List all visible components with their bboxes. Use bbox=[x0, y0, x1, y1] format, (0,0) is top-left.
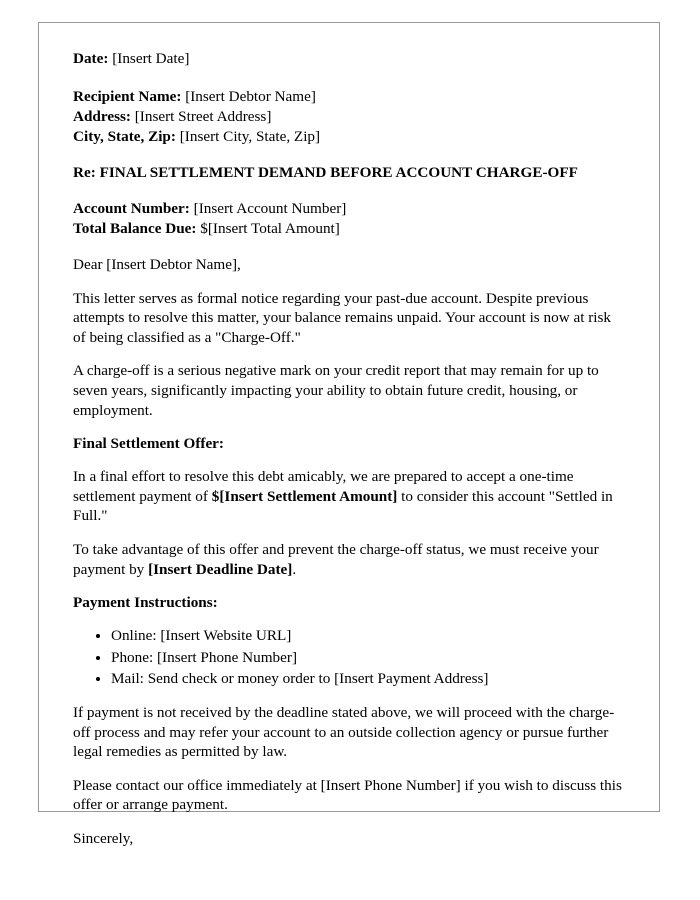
settlement-amount: $[Insert Settlement Amount] bbox=[211, 487, 398, 505]
settlement-offer-heading: Final Settlement Offer: bbox=[73, 435, 224, 453]
paragraph-1: This letter serves as formal notice regarding your past-due account. Despite previous attempts to resolve this matter, your balance remains unpaid. Your account is now at risk of being classified as a "Charge-Off." bbox=[73, 289, 612, 346]
recipient-block bbox=[73, 87, 625, 147]
total-balance-line bbox=[73, 219, 625, 239]
account-number-label: Account Number: bbox=[73, 200, 190, 217]
total-balance-value: $[Insert Total Amount] bbox=[200, 220, 340, 237]
closing: Sincerely, bbox=[73, 829, 134, 847]
list-item: • Online: [Insert Website URL] bbox=[111, 626, 625, 646]
list-item: • Mail: Send check or money order to [Insert Payment Address] bbox=[111, 669, 625, 689]
settlement-paragraph-post: to consider this account "Settled in Full." bbox=[73, 487, 613, 525]
payment-instructions-heading: Payment Instructions: bbox=[73, 594, 218, 612]
deadline-paragraph bbox=[73, 540, 625, 579]
salutation: Dear [Insert Debtor Name], bbox=[73, 256, 241, 273]
date-line bbox=[73, 49, 625, 69]
paragraph-3: If payment is not received by the deadline stated above, we will proceed with the charge-off process and may refer your account to an outside collection agency or pursue further legal remedies as permitted by law. bbox=[73, 703, 615, 761]
date-label: Date: bbox=[73, 50, 109, 67]
date-value: [Insert Date] bbox=[112, 50, 190, 67]
account-block bbox=[73, 199, 625, 239]
date-block bbox=[73, 49, 625, 69]
settlement-paragraph bbox=[73, 467, 625, 526]
payment-instructions-list bbox=[73, 626, 625, 689]
paragraph-2: A charge-off is a serious negative mark on your credit report that may remain for up to seven years, significantly impacting your ability to obtain future credit, housing, or employment. bbox=[73, 362, 599, 419]
recipient-name-value: [Insert Debtor Name] bbox=[185, 88, 316, 105]
city-state-zip-value: [Insert City, State, Zip] bbox=[179, 128, 321, 145]
total-balance-label: Total Balance Due: bbox=[73, 220, 197, 237]
recipient-name-label: Recipient Name: bbox=[73, 88, 182, 105]
address-line bbox=[73, 107, 625, 127]
deadline-date: [Insert Deadline Date] bbox=[148, 560, 293, 578]
city-state-zip-label: City, State, Zip: bbox=[73, 128, 176, 145]
subject-line: Re: FINAL SETTLEMENT DEMAND BEFORE ACCOUNT CHARGE-OFF bbox=[73, 164, 578, 181]
address-value: [Insert Street Address] bbox=[134, 108, 272, 125]
city-state-zip-line bbox=[73, 127, 625, 147]
account-number-value: [Insert Account Number] bbox=[193, 200, 347, 217]
document-content bbox=[39, 23, 659, 848]
recipient-name-line bbox=[73, 87, 625, 107]
account-number-line bbox=[73, 199, 625, 219]
settlement-paragraph-pre: In a final effort to resolve this debt amicably, we are prepared to accept a one-time settlement payment of bbox=[73, 468, 574, 505]
address-label: Address: bbox=[73, 108, 131, 125]
deadline-paragraph-pre: To take advantage of this offer and prevent the charge-off status, we must receive your payment by bbox=[73, 540, 599, 578]
paragraph-4: Please contact our office immediately at [Insert Phone Number] if you wish to discuss this offer or arrange payment. bbox=[73, 776, 622, 814]
list-item: • Phone: [Insert Phone Number] bbox=[111, 648, 625, 668]
deadline-paragraph-post: . bbox=[292, 560, 297, 578]
document-page bbox=[38, 22, 660, 847]
